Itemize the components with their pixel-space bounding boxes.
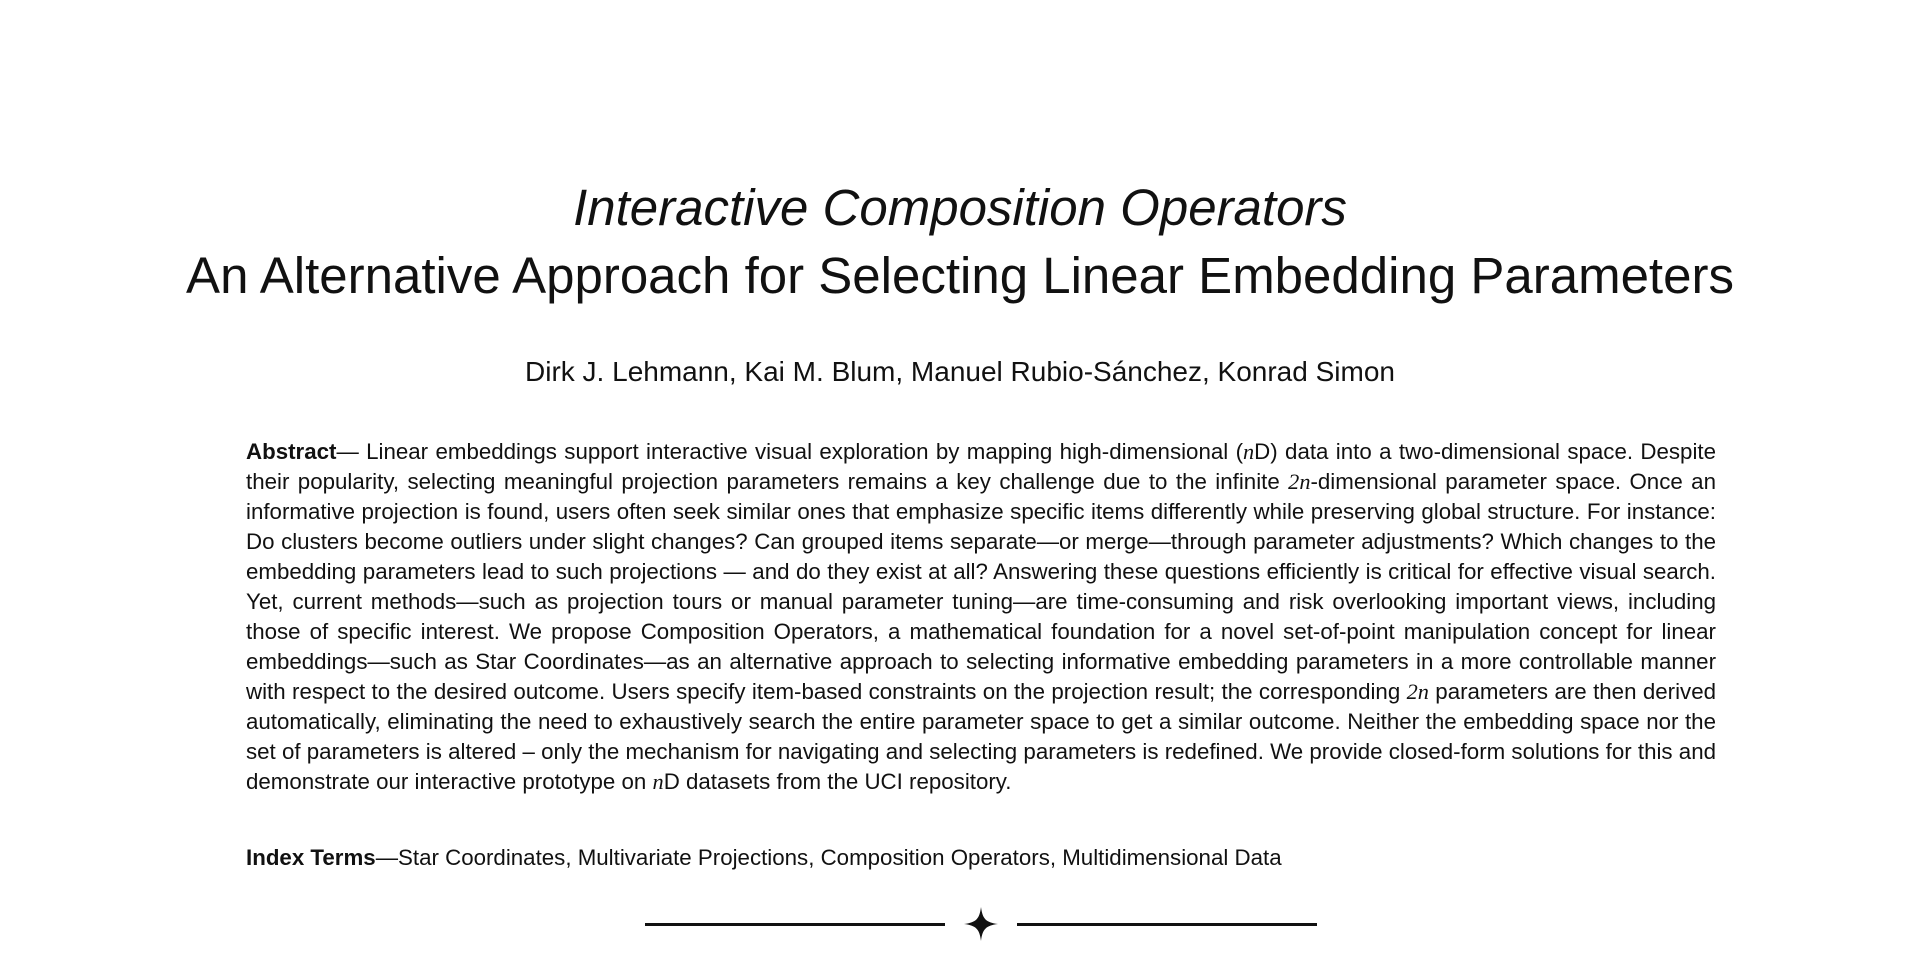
four-point-star-icon (963, 906, 999, 942)
math-2n: 2n (1288, 469, 1311, 494)
abstract-text-5: D datasets from the UCI repository. (663, 769, 1012, 794)
separator-line-right (1017, 923, 1317, 926)
paper-title: Interactive Composition Operators (573, 179, 1347, 236)
index-terms-text: —Star Coordinates, Multivariate Projections, Composition Operators, Multidimensional Data (375, 845, 1282, 870)
math-n: n (1243, 439, 1255, 464)
index-terms-label: Index Terms (246, 845, 376, 870)
math-2n: 2n (1406, 679, 1429, 704)
abstract-text-4: parameters are then derived automatically, eliminating the need to exhaustively search the entire parameter space to get a similar outcome. Neither the embedding space nor the set of parameters is altered – only the mechanism for navigating and selecting parameters is redefined. We provide closed-form solutions for this and demonstrate our interactive prototype on (246, 679, 1716, 794)
author-list: Dirk J. Lehmann, Kai M. Blum, Manuel Rubio-Sánchez, Konrad Simon (525, 356, 1395, 387)
abstract-text-3: -dimensional parameter space. Once an informative projection is found, users often seek similar ones that emphasize specific items differently while preserving global structure. For instance: Do clusters become outliers under slight changes? Can grouped items separate—or merge—through parameter adjustments? Which changes to the embedding parameters lead to such projections — and do they exist at all? Answering these questions efficiently is critical for effective visual search. Yet, current methods—such as projection tours or manual parameter tuning—are time-consuming and risk overlooking important views, including those of specific interest. We propose Composition Operators, a mathematical foundation for a novel set-of-point manipulation concept for linear embeddings—such as Star Coordinates—as an alternative approach to selecting informative embedding parameters in a more controllable manner with respect to the desired outcome. Users specify item-based constraints on the projection result; the corresponding (246, 469, 1716, 704)
paper-subtitle: An Alternative Approach for Selecting Linear Embedding Parameters (186, 247, 1734, 304)
abstract-label: Abstract (246, 439, 337, 464)
index-terms (246, 843, 1716, 873)
abstract-text-2: D) data into a two-dimensional space. Despite their popularity, selecting meaningful projection parameters remains a key challenge due to the infinite (246, 439, 1717, 494)
abstract (246, 437, 1716, 797)
abstract-dash: — (336, 439, 367, 464)
separator-line-left (645, 923, 945, 926)
abstract-text-1: Linear embeddings support interactive visual exploration by mapping high-dimensional ( (366, 439, 1243, 464)
section-separator (0, 906, 1920, 942)
math-n: n (652, 769, 664, 794)
